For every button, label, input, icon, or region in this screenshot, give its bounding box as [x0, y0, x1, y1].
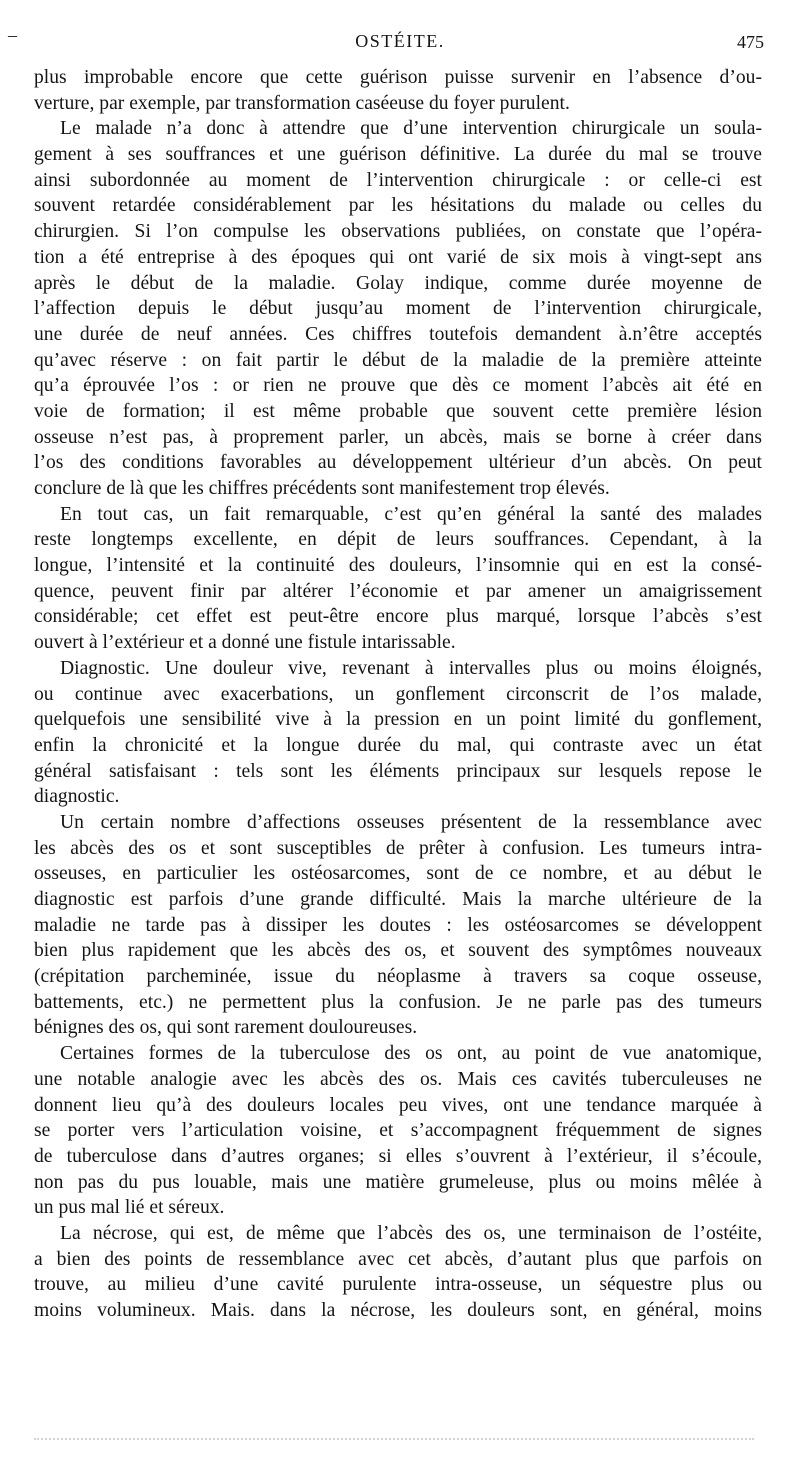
text-line: bien plus rapidement que les abcès des os, et souvent des symptômes nouveaux [34, 940, 762, 962]
margin-mark: – [8, 25, 17, 45]
text-line: Certaines formes de la tuberculose des os ont, au point de vue anatomique, [60, 1043, 762, 1065]
text-line: verture, par exemple, par transformation caséeuse du foyer purulent. [34, 92, 570, 114]
text-line: Le malade n’a donc à attendre que d’une intervention chirurgicale un soula- [60, 118, 762, 140]
text-line: Diagnostic. Une douleur vive, revenant à intervalles plus ou moins éloignés, [60, 657, 762, 679]
text-line: ouvert à l’extérieur et a donné une fistule intarissable. [34, 632, 456, 654]
text-line: une durée de neuf années. Ces chiffres toutefois demandent à.n’être acceptés [34, 323, 762, 345]
text-line: ou continue avec exacerbations, un gonflement circonscrit de l’os malade, [34, 683, 762, 705]
text-line: chirurgien. Si l’on compulse les observations publiées, on constate que l’opéra- [34, 221, 762, 243]
page-number: 475 [737, 32, 764, 52]
text-line: battements, etc.) ne permettent plus la confusion. Je ne parle pas des tumeurs [34, 991, 762, 1013]
text-line: trouve, au milieu d’une cavité purulente intra-osseuse, un séquestre plus ou [34, 1274, 762, 1296]
text-line: de tuberculose dans d’autres organes; si elles s’ouvrent à l’extérieur, il s’écoule, [34, 1145, 762, 1167]
text-line: l’os des conditions favorables au développement ultérieur d’un abcès. On peut [34, 452, 762, 474]
text-line: osseuses, en particulier les ostéosarcomes, sont de ce nombre, et au début le [34, 863, 762, 885]
text-line: diagnostic. [34, 786, 120, 808]
text-line: diagnostic est parfois d’une grande difficulté. Mais la marche ultérieure de la [34, 889, 762, 910]
text-line: qu’a éprouvée l’os : or rien ne prouve que dès ce moment l’abcès ait été en [34, 375, 762, 397]
text-line: ainsi subordonnée au moment de l’intervention chirurgicale : or celle-ci est [34, 169, 762, 191]
text-line: se porter vers l’articulation voisine, et s’accompagnent fréquemment de signes [34, 1120, 762, 1142]
text-line: reste longtemps excellente, en dépit de leurs souffrances. Cependant, à la [34, 529, 762, 551]
text-line: gement à ses souffrances et une guérison définitive. La durée du mal se trouve [34, 144, 762, 166]
text-line: un pus mal lié et séreux. [34, 1197, 225, 1219]
text-line: a bien des points de ressemblance avec cet abcès, d’autant plus que parfois on [34, 1248, 762, 1270]
text-line: bénignes des os, qui sont rarement douloureuses. [34, 1017, 418, 1039]
text-line: osseuse n’est pas, à proprement parler, un abcès, mais se borne à créer dans [34, 426, 762, 448]
bleed-through-line [34, 1438, 754, 1444]
text-line: général satisfaisant : tels sont les éléments principaux sur lesquels repose le [34, 760, 762, 782]
text-line: En tout cas, un fait remarquable, c’est qu’en général la santé des malades [60, 503, 762, 525]
text-line: l’affection depuis le début jusqu’au moment de l’intervention chirurgicale, [34, 298, 762, 320]
text-line: moins volumineux. Mais. dans la nécrose, les douleurs sont, en général, moins [34, 1300, 762, 1321]
text-line: considérable; cet effet est peut-être encore plus marqué, lorsque l’abcès s’est [34, 606, 762, 628]
body-text [34, 65, 762, 1324]
text-line: souvent retardée considérablement par les hésitations du malade ou celles du [34, 195, 762, 217]
text-line: conclure de là que les chiffres précédents sont manifestement trop élevés. [34, 478, 610, 499]
text-line: maladie ne tarde pas à dissiper les doutes : les ostéosarcomes se développent [34, 914, 762, 936]
text-line: tion a été entreprise à des époques qui ont varié de six mois à vingt-sept ans [34, 246, 762, 268]
text-line: quelquefois une sensibilité vive à la pression en un point limité du gonflement, [34, 709, 762, 731]
text-line: longue, l’intensité et la continuité des douleurs, l’insomnie qui en est la consé- [34, 555, 762, 577]
text-line: une notable analogie avec les abcès des os. Mais ces cavités tuberculeuses ne [34, 1068, 762, 1090]
text-line: qu’avec réserve : on fait partir le début de la maladie de la première atteinte [34, 349, 762, 371]
text-line: voie de formation; il est même probable que souvent cette première lésion [34, 400, 762, 422]
text-line: non pas du pus louable, mais une matière grumeleuse, plus ou moins mêlée à [34, 1171, 762, 1193]
text-line: (crépitation parcheminée, issue du néoplasme à travers sa coque osseuse, [34, 966, 762, 988]
text-line: La nécrose, qui est, de même que l’abcès des os, une terminaison de l’ostéite, [60, 1222, 762, 1244]
text-line: après le début de la maladie. Golay indique, comme durée moyenne de [34, 272, 762, 294]
text-line: Un certain nombre d’affections osseuses présentent de la ressemblance avec [60, 811, 762, 833]
text-line: enfin la chronicité et la longue durée du mal, qui contraste avec un état [34, 734, 762, 756]
text-line: donnent lieu qu’à des douleurs locales peu vives, ont une tendance marquée à [34, 1094, 762, 1116]
running-title: OSTÉITE. [355, 31, 445, 51]
text-line: les abcès des os et sont susceptibles de prêter à confusion. Les tumeurs intra- [34, 837, 762, 859]
text-line: quence, peuvent finir par altérer l’économie et par amener un amaigrissement [34, 580, 762, 602]
text-line: plus improbable encore que cette guérison puisse survenir en l’absence d’ou- [34, 67, 762, 88]
